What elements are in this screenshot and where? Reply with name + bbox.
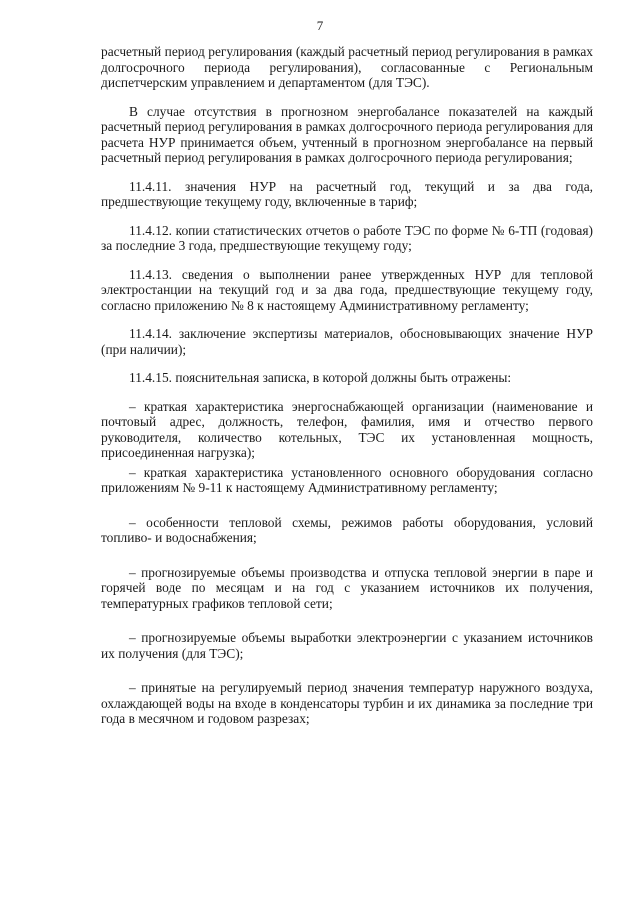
item-11-4-11: 11.4.11. значения НУР на расчетный год, текущий и за два года, предшествующие текущему году, включенные в тариф; — [101, 178, 593, 209]
bullet-thermal-scheme: – особенности тепловой схемы, режимов работы оборудования, условий топливо- и водоснабжения; — [101, 514, 593, 545]
item-11-4-15: 11.4.15. пояснительная записка, в которой должны быть отражены: — [129, 370, 512, 385]
bullet-equipment-summary: – краткая характеристика установленного основного оборудования согласно приложениям № 9-11 к настоящему Административному регламенту; — [101, 464, 593, 495]
page-number: 7 — [316, 18, 324, 33]
bullet-heat-production: – прогнозируемые объемы производства и отпуска тепловой энергии в паре и горячей воде по месяцам и на год с указанием источников их получения, температурных графиков тепловой сети; — [101, 564, 593, 611]
bullet-temperatures: – принятые на регулируемый период значения температур наружного воздуха, охлаждающей воды на входе в конденсаторы турбин и их динамика за последние три года в месячном и годовом разрезах; — [101, 680, 593, 726]
item-11-4-12: 11.4.12. копии статистических отчетов о работе ТЭС по форме № 6-ТП (годовая) за последние 3 года, предшествующие текущему году; — [101, 222, 593, 253]
paragraph-energy-balance: В случае отсутствия в прогнозном энергобалансе показателей на каждый расчетный период регулирования в рамках долгосрочного периода регулирования для расчета НУР принимается объем, учтенный в прогнозном энергобалансе на первый расчетный период регулирования в рамках долгосрочного периода регулирования; — [101, 103, 593, 165]
item-11-4-14: 11.4.14. заключение экспертизы материалов, обосновывающих значение НУР (при наличии); — [101, 326, 593, 357]
document-body — [101, 44, 593, 727]
item-11-4-13: 11.4.13. сведения о выполнении ранее утвержденных НУР для тепловой электростанции на текущий год и за два года, предшествующие текущему году, согласно приложению № 8 к настоящему Административному регламенту; — [101, 266, 593, 313]
bullet-electricity-output: – прогнозируемые объемы выработки электроэнергии с указанием источников их получения (для ТЭС); — [101, 630, 593, 661]
paragraph-continuation: расчетный период регулирования (каждый расчетный период регулирования в рамках долгосрочного периода регулирования), согласованные с Региональным диспетчерским управлением и департаментом (для ТЭС). — [101, 44, 593, 90]
bullet-organization-summary: – краткая характеристика энергоснабжающей организации (наименование и почтовый адрес, должность, телефон, фамилия, имя и отчество первого руководителя, количество котельных, ТЭС их установленная мощность, присоединенная нагрузка); — [101, 398, 593, 460]
